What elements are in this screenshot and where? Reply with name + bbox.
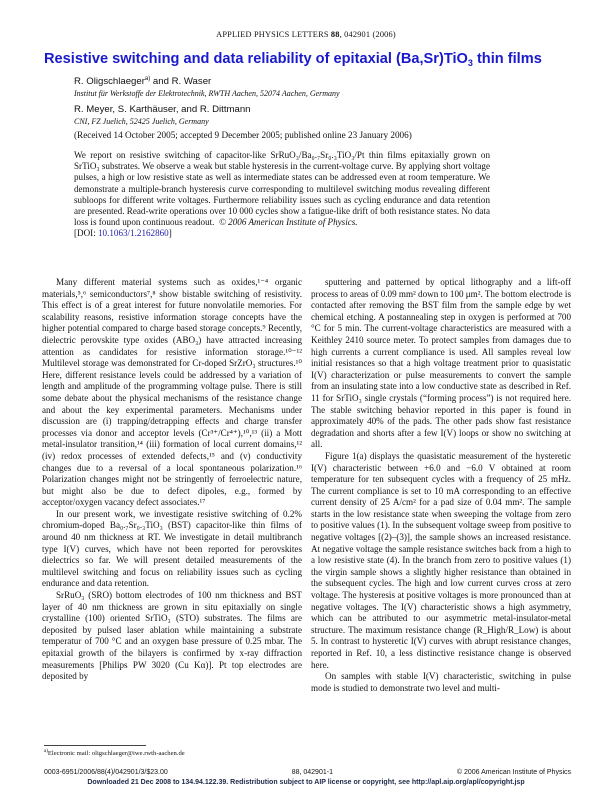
paragraph: In our present work, we investigate resistive switching of 0.2% chromium-doped Ba₀.₇Sr₀.₃TiO₃ (BST) capacitor-like thin films of around 40 nm thickness at RT. We investigate in detail multibranch type I(V) curves, which have not been reported for perovskites dielectrics so far. We will present detailed measurements of the multilevel switching and focus on reliability issues such as cycling endurance and data retention. [42, 508, 302, 589]
affiliation-1: Institut für Werkstoffe der Elektrotechnik, RWTH Aachen, 52074 Aachen, Germany [74, 89, 340, 98]
title-subscript: 3 [467, 58, 473, 68]
author-names: R. Meyer, S. Karthäuser, and R. Dittmann [74, 104, 251, 115]
journal-article-info: , 042901 (2006) [339, 30, 396, 39]
paragraph: Figure 1(a) displays the quasistatic measurement of the hysteretic I(V) characteristic between +6.0 and −6.0 V obtained at room temperature for ten subsequent cycles with a frequency of 25 mHz. The current compliance is set to 10 mA corresponding to an effective current density of 25 A/cm² for a pad size of 0.04 mm². The sample starts in the low resistance state when sweeping the voltage from zero to positive values (1). In the subsequent voltage sweep from positive to negative voltages [(2)–(3)], the sample shows an increased resistance. At negative voltage the sample resistance switches back from a high to a low resistive state (4). In the branch from zero to positive values (1) the virgin sample shows a slightly higher resistance than obtained in the subsequent cycles. The high and low current curves cross at zero voltage. The hysteresis at positive voltages is more pronounced than at negative voltages. The I(V) characteristic shows a high asymmetry, which can be attributed to our asymmetric metal-insulator-metal structure. The maximum resistance change (R_High/R_Low) is about 5. In contrast to hysteretic I(V) curves with abrupt resistance changes, reported in Ref. 10, a less distinctive resistance change is observed here. [311, 450, 571, 670]
author-group-1 [74, 76, 211, 87]
footnote-divider [44, 745, 146, 746]
doi-link[interactable]: 10.1063/1.2162860 [98, 228, 169, 239]
doi-label: [DOI: [74, 228, 98, 239]
body-column-left [42, 277, 302, 683]
doi-bracket: ] [168, 228, 172, 239]
footnote-email: Electronic mail: oligschlaeger@iwe.rwth-aachen.de [47, 750, 185, 758]
author-names-tail: and R. Waser [150, 76, 212, 88]
paper-title [44, 51, 584, 68]
footer-copyright: © 2006 American Institute of Physics [456, 769, 571, 776]
journal-volume: 88 [330, 30, 340, 39]
footnote [44, 749, 185, 757]
running-header [0, 30, 612, 39]
author-names: R. Oligschlaeger [74, 76, 145, 88]
abstract-text: We report on resistive switching of capacitor-like SrRuO₃/Ba₀.₇Sr₀.₃TiO₃/Pt thin films epitaxially grown on SrTiO₃ substrates. We observe a weak but stable hysteresis in the current-voltage curve. By applying short voltage pulses, a high or low resistive state as well as intermediate states can be addressed even at room temperature. We demonstrate a multiple-branch hysteresis curve corresponding to multilevel switching modus revealing different subloops for different write voltages. Furthermore reliability issues such as cycling endurance and data retention are presented. Read-write operations over 10 000 cycles show a fatigue-like drift of both resistance states. No data loss is found upon continuous readout. [74, 150, 490, 228]
journal-name: APPLIED PHYSICS LETTERS [216, 30, 331, 39]
paragraph: Many different material systems such as oxides,¹⁻⁴ organic materials,⁵,⁶ semiconductors⁷,⁸ show bistable switching of resistivity. This effect is of a great interest for future nonvolatile memories. For scalability reasons, resistive information storage concepts have the higher potential compared to charge based storage concepts.⁹ Recently, dielectric perovskite type oxides (ABO₃) have attracted increasing attention as candidates for resistive information storage.¹⁰⁻¹² Multilevel storage was demonstrated for Cr-doped SrZrO₃ structures.¹⁰ Here, different resistance levels could be addressed by a variation of length and amplitude of the programming voltage pulse. There is still some debate about the physical mechanisms of the resistance change and about the key experimental parameters. Mechanisms under discussion are (i) trapping/detrapping effects and charge transfer processes via donor and acceptor levels (Cr³⁺/Cr⁴⁺),¹⁰,¹³ (ii) a Mott metal-insulator transition,¹⁴ (iii) formation of local current domains,¹² (iv) redox processes of extended defects,¹⁵ and (v) conductivity changes due to a reversal of a local spontaneous polarization.¹⁶ Polarization changes might not be stringently of ferroelectric nature, but might also be due to defect dipoles, e.g., formed by acceptor/oxygen vacancy defect associates.¹⁷ [42, 277, 302, 508]
footnote-marker: a) [44, 749, 48, 754]
affiliation-2: CNI, FZ Juelich, 52425 Juelich, Germany [74, 117, 209, 126]
page-footer [44, 769, 571, 776]
footnote-marker: a) [144, 76, 151, 82]
body-column-right [311, 277, 571, 694]
article-code: 0003-6951/2006/88(4)/042901/3/$23.00 [44, 769, 168, 776]
author-group-2 [74, 104, 251, 115]
title-text: Resistive switching and data reliability of epitaxial (Ba,Sr)TiO [44, 51, 468, 67]
page-number: 88, 042901-1 [291, 769, 333, 776]
received-dates: (Received 14 October 2005; accepted 9 December 2005; published online 23 January 2006) [74, 130, 412, 140]
paragraph: sputtering and patterned by optical lithography and a lift-off process to areas of 0.09 mm² down to 100 μm². The bottom electrode is contacted after removing the BST film from the sample edge by wet chemical etching. A postannealing step in oxygen is performed at 700 °C for 5 min. The current-voltage characteristics are measured with a Keithley 2410 source meter. To protect samples from damages due to high currents a current compliance is used. All samples reveal low initial resistances so that a high voltage treatment prior to quasistatic I(V) characterization or pulse measurements to convert the sample from an insulating state into a low conductive state as described in Ref. 11 for SrTiO₃ single crystals (“forming process”) is not required here. The stable switching behavior reported in this paper is found in approximately 40% of the pads. The other pads show fast resistance degradation and shorts after a few I(V) loops or show no switching at all. [311, 277, 571, 450]
title-tail: thin films [472, 51, 542, 67]
download-notice: Downloaded 21 Dec 2008 to 134.94.122.39. Redistribution subject to AIP license or copyright, see http://apl.aip.org/apl/copyright.jsp [87, 779, 525, 786]
paragraph: On samples with stable I(V) characteristic, switching in pulse mode is studied to demonstrate two level and multi- [311, 671, 571, 693]
abstract-copyright: © 2006 American Institute of Physics. [219, 217, 358, 228]
abstract [74, 150, 490, 240]
paragraph: SrRuO₃ (SRO) bottom electrodes of 100 nm thickness and BST layer of 40 nm thickness are grown in situ epitaxially on single crystalline (100) oriented SrTiO₃ (STO) substrates. The films are deposited by pulsed laser ablation while maintaining a substrate temperatur of 700 °C and an oxygen base pressure of 0.25 mbar. The epitaxial growth of the bilayers is confirmed by x-ray diffraction measurements [Philips PW 3020 (Cu Kα)]. Pt top electrodes are deposited by [42, 590, 302, 682]
